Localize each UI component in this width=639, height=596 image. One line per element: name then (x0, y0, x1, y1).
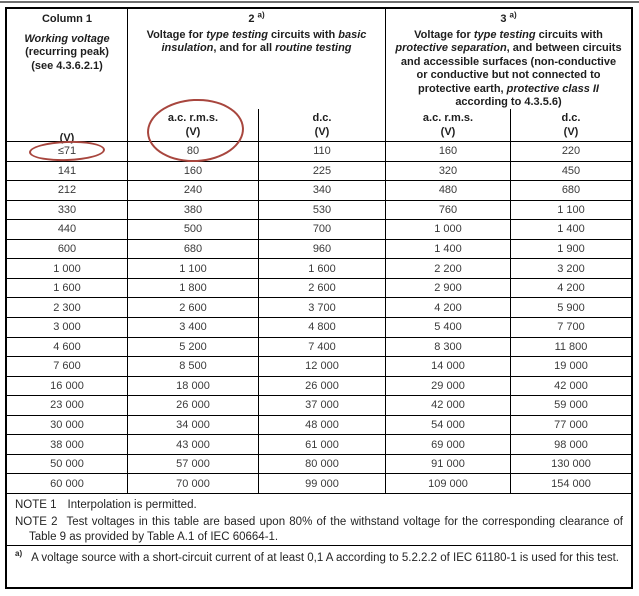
cell-col2-ac: 500 (127, 220, 258, 239)
footnote-mark: a) (15, 549, 23, 559)
cell-col3-dc: 5 900 (510, 298, 631, 317)
page-top-rule (0, 1, 639, 3)
col1-unit: (V) (59, 132, 75, 145)
table-row (7, 239, 631, 259)
table-header (7, 9, 631, 145)
table-row (7, 395, 631, 415)
cell-col3-dc: 59 000 (510, 396, 631, 415)
cell-col2-dc: 340 (258, 181, 385, 200)
note-1 (15, 498, 623, 512)
cell-col3-ac: 91 000 (385, 455, 510, 474)
col2-footnote-mark: a) (257, 10, 265, 20)
cell-col3-dc: 3 200 (510, 259, 631, 278)
cell-col3-ac: 69 000 (385, 435, 510, 454)
note-2 (15, 515, 623, 544)
cell-col2-dc: 48 000 (258, 416, 385, 435)
cell-working-voltage: 440 (57, 223, 77, 236)
table-row (7, 200, 631, 220)
cell-col2-dc: 700 (258, 220, 385, 239)
col1-subtitle1: (recurring peak) (25, 46, 109, 59)
table-row (7, 337, 631, 357)
table-row (7, 454, 631, 474)
cell-col3-dc: 130 000 (510, 455, 631, 474)
cell-working-voltage: 7 600 (53, 360, 81, 373)
cell-working-voltage: 50 000 (50, 458, 84, 471)
cell-col2-dc: 530 (258, 201, 385, 220)
cell-col3-dc: 98 000 (510, 435, 631, 454)
header-col3-protective-separation (385, 9, 631, 147)
cell-col3-dc: 4 200 (510, 279, 631, 298)
col3-footnote-mark: a) (509, 10, 517, 20)
cell-col2-dc: 61 000 (258, 435, 385, 454)
table-row (7, 376, 631, 396)
cell-col3-ac: 2 200 (385, 259, 510, 278)
cell-working-voltage: 212 (57, 184, 77, 197)
cell-col3-ac: 54 000 (385, 416, 510, 435)
cell-col2-ac: 57 000 (127, 455, 258, 474)
cell-col3-dc: 450 (510, 162, 631, 181)
cell-working-voltage: 1 000 (53, 262, 81, 275)
table-row (7, 415, 631, 435)
col3-number-line: 3 $^{a)}$ (500, 10, 517, 25)
table-body (7, 141, 631, 493)
cell-col3-ac: 160 (385, 142, 510, 161)
cell-col2-ac: 1 100 (127, 259, 258, 278)
cell-col2-ac: 3 400 (127, 318, 258, 337)
cell-col2-dc: 3 700 (258, 298, 385, 317)
table-row (7, 356, 631, 376)
cell-col2-dc: 225 (258, 162, 385, 181)
table-row (7, 180, 631, 200)
cell-col2-dc: 4 800 (258, 318, 385, 337)
col2-number-line: 2 $^{a)}$ (248, 10, 265, 25)
cell-working-voltage: ≤71 (57, 145, 77, 158)
col2-dc-header: d.c. (V) (258, 109, 385, 147)
cell-col3-dc: 154 000 (510, 474, 631, 493)
table-row (7, 258, 631, 278)
cell-col2-dc: 80 000 (258, 455, 385, 474)
table-row (7, 219, 631, 239)
note1-label: NOTE 1 (15, 499, 57, 511)
cell-col2-dc: 12 000 (258, 357, 385, 376)
cell-col2-ac: 5 200 (127, 338, 258, 357)
table-row (7, 161, 631, 181)
cell-working-voltage: 3 000 (53, 321, 81, 334)
cell-col2-ac: 380 (127, 201, 258, 220)
cell-working-voltage: 600 (57, 243, 77, 256)
cell-col3-dc: 680 (510, 181, 631, 200)
cell-col2-dc: 960 (258, 240, 385, 259)
cell-col2-dc: 7 400 (258, 338, 385, 357)
table-row (7, 278, 631, 298)
cell-col3-dc: 220 (510, 142, 631, 161)
cell-col2-dc: 110 (258, 142, 385, 161)
col1-subtitle2: (see 4.3.6.2.1) (31, 59, 103, 72)
cell-working-voltage: 330 (57, 203, 77, 216)
table-row (7, 317, 631, 337)
cell-col3-ac: 109 000 (385, 474, 510, 493)
cell-col3-ac: 1 400 (385, 240, 510, 259)
note2-text: Test voltages in this table are based upon 80% of the withstand voltage for the corresponding clearance of Table 9 as provided by Table A.1 of IEC 60664-1. (29, 516, 623, 543)
cell-col3-ac: 480 (385, 181, 510, 200)
cell-col2-ac: 34 000 (127, 416, 258, 435)
col3-dc-header: d.c. (V) (510, 109, 631, 147)
note1-text: Interpolation is permitted. (67, 499, 197, 511)
cell-working-voltage: 38 000 (50, 438, 84, 451)
cell-col3-ac: 1 000 (385, 220, 510, 239)
cell-col2-ac: 2 600 (127, 298, 258, 317)
footnote-a (15, 551, 623, 566)
notes-section (7, 493, 631, 545)
cell-col3-ac: 8 300 (385, 338, 510, 357)
footnote-text: A voltage source with a short-circuit current of at least 0,1 A according to 5.2.2.2 of IEC 61180-1 is used for this test. (31, 552, 620, 564)
cell-col2-ac: 70 000 (127, 474, 258, 493)
cell-col3-ac: 42 000 (385, 396, 510, 415)
cell-col3-dc: 1 900 (510, 240, 631, 259)
cell-col3-ac: 4 200 (385, 298, 510, 317)
cell-col3-ac: 14 000 (385, 357, 510, 376)
cell-col3-dc: 1 400 (510, 220, 631, 239)
cell-col2-ac: 240 (127, 181, 258, 200)
cell-col2-ac: 18 000 (127, 377, 258, 396)
footnote-section (7, 545, 631, 587)
col1-number: Column 1 (41, 13, 93, 25)
note2-label: NOTE 2 (15, 516, 58, 529)
table-row (7, 297, 631, 317)
cell-col3-ac: 29 000 (385, 377, 510, 396)
cell-working-voltage: 2 300 (53, 301, 81, 314)
table-row (7, 473, 631, 493)
cell-col2-dc: 1 600 (258, 259, 385, 278)
cell-col3-dc: 42 000 (510, 377, 631, 396)
cell-working-voltage: 30 000 (50, 419, 84, 432)
cell-working-voltage: 16 000 (50, 379, 84, 392)
cell-col2-ac: 680 (127, 240, 258, 259)
cell-col2-dc: 2 600 (258, 279, 385, 298)
col2-title: Voltage for type testing circuits with basic insulation, and for all routine testing (146, 29, 367, 55)
cell-working-voltage: 1 600 (53, 282, 81, 295)
cell-col2-ac: 160 (127, 162, 258, 181)
cell-col3-ac: 760 (385, 201, 510, 220)
cell-col2-dc: 99 000 (258, 474, 385, 493)
cell-col3-ac: 320 (385, 162, 510, 181)
cell-col3-dc: 7 700 (510, 318, 631, 337)
cell-col3-dc: 11 800 (510, 338, 631, 357)
cell-col2-ac: 80 (127, 142, 258, 161)
cell-working-voltage: 141 (57, 164, 77, 177)
cell-working-voltage: 4 600 (53, 340, 81, 353)
cell-col3-dc: 19 000 (510, 357, 631, 376)
cell-col3-ac: 5 400 (385, 318, 510, 337)
voltage-test-table (5, 7, 633, 589)
cell-working-voltage: 60 000 (50, 477, 84, 490)
header-col1-working-voltage (7, 9, 127, 147)
cell-col2-ac: 8 500 (127, 357, 258, 376)
cell-col3-dc: 77 000 (510, 416, 631, 435)
cell-col3-dc: 1 100 (510, 201, 631, 220)
cell-col2-dc: 26 000 (258, 377, 385, 396)
cell-col2-ac: 43 000 (127, 435, 258, 454)
cell-col2-ac: 1 800 (127, 279, 258, 298)
col2-ac-header: a.c. r.m.s. (V) (167, 112, 219, 139)
col3-ac-header: a.c. r.m.s. (V) (422, 112, 474, 139)
cell-col2-dc: 37 000 (258, 396, 385, 415)
col3-title: Voltage for type testing circuits with protective separation, and between circuits and accessible surfaces (non-conductive or conductive but not connected to protective earth, protective class II according to 4.3.5.6) (395, 29, 622, 109)
cell-col3-ac: 2 900 (385, 279, 510, 298)
col1-title: Working voltage (24, 33, 110, 45)
table-row (7, 434, 631, 454)
cell-working-voltage: 23 000 (50, 399, 84, 412)
cell-col2-ac: 26 000 (127, 396, 258, 415)
